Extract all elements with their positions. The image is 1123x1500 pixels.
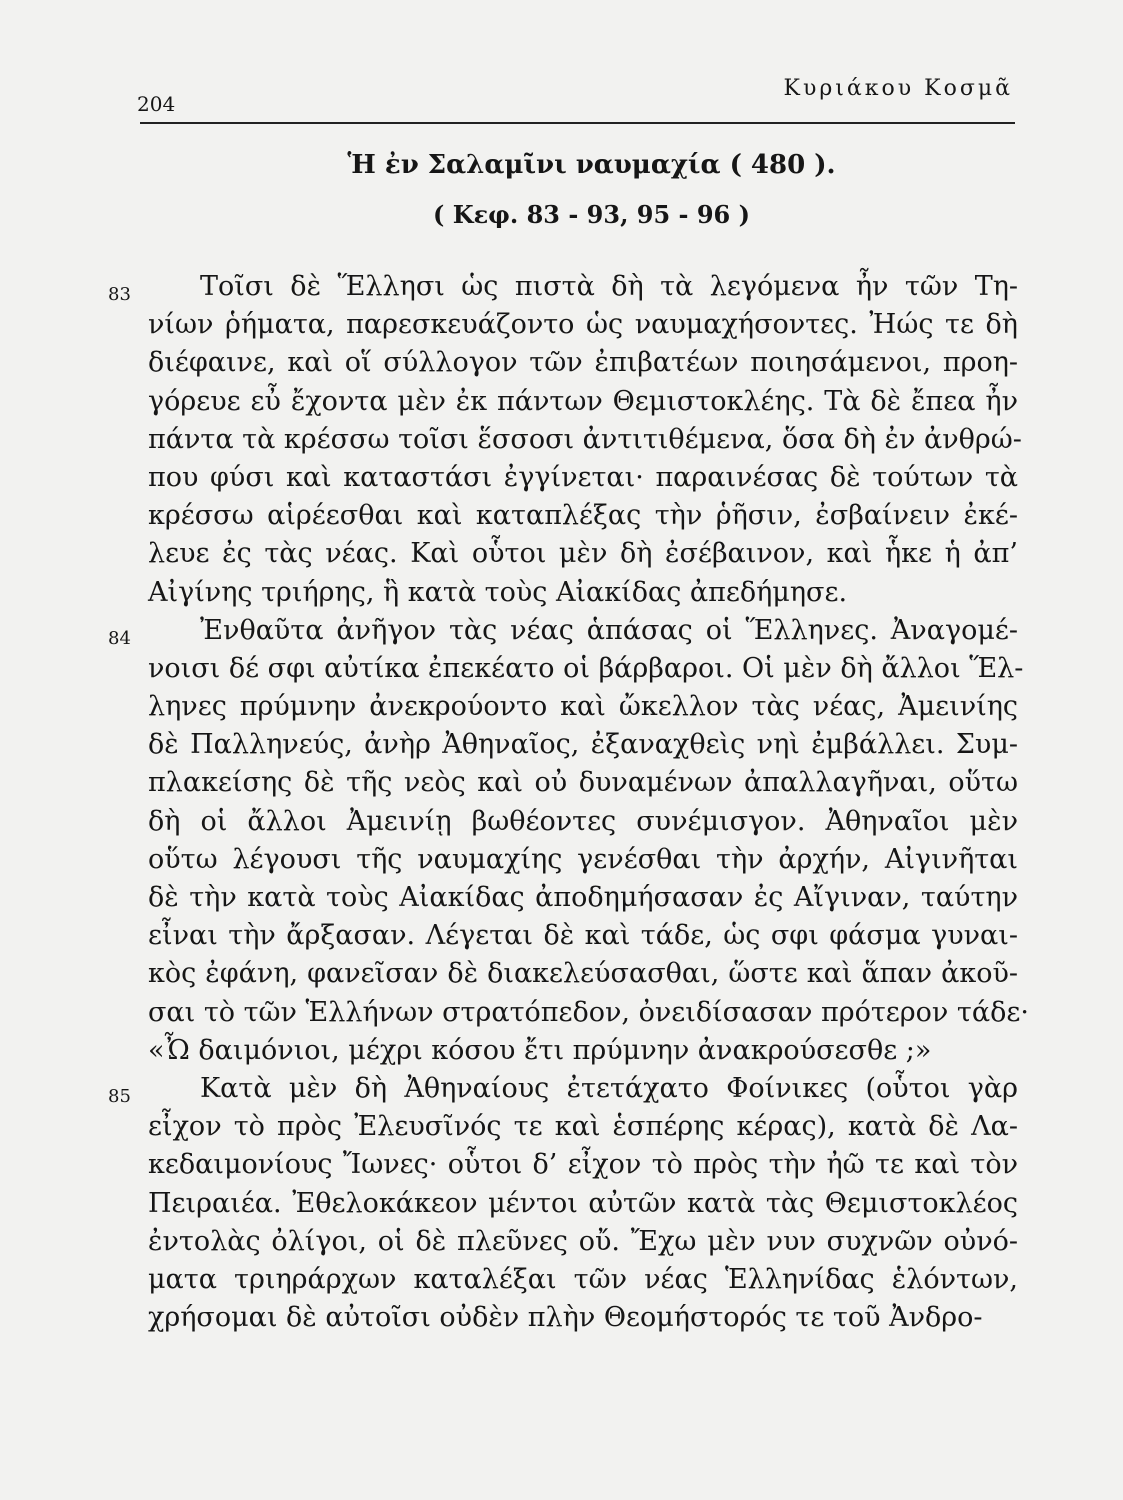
text-line-content: πάντα τὰ κρέσσω τοῖσι ἕσσοσι ἀντιτιθέμενα, ὅσα δὴ ἐν ἀνθρώ-: [148, 423, 1022, 455]
text-line: [148, 917, 1018, 955]
text-line: [148, 1108, 1018, 1146]
text-line-content: «Ὦ δαιμόνιοι, μέχρι κόσου ἔτι πρύμνην ἀνακρούσεσθε ;»: [148, 1034, 932, 1066]
text-line-content: Πειραιέα. Ἐθελοκάκεον μέντοι αὐτῶν κατὰ τὰς Θεμιστοκλέος: [148, 1187, 1018, 1219]
text-line-content: ματα τριηράρχων καταλέξαι τῶν νέας Ἑλληνίδας ἑλόντων,: [148, 1263, 1018, 1295]
text-line: [148, 994, 1029, 1032]
text-line: [148, 535, 1018, 573]
text-line-content: γόρευε εὖ ἔχοντα μὲν ἐκ πάντων Θεμιστοκλέης. Τὰ δὲ ἔπεα ἦν: [148, 385, 1018, 417]
text-line-content: ληνες πρύμνην ἀνεκρούοντο καὶ ὤκελλον τὰς νέας, Ἀμεινίης: [148, 691, 1018, 723]
text-line-content: ἐντολὰς ὀλίγοι, οἱ δὲ πλεῦνες οὔ. Ἔχω μὲν νυν συχνῶν οὐνό-: [148, 1225, 1018, 1257]
text-line-content: οὕτω λέγουσι τῆς ναυμαχίης γενέσθαι τὴν ἀρχήν, Αἰγινῆται: [148, 843, 1018, 875]
text-line: [108, 268, 1018, 306]
page-number: 204: [137, 92, 176, 116]
text-line-content: δὲ τὴν κατὰ τοὺς Αἰακίδας ἀποδημήσασαν ἐς Αἴγιναν, ταύτην: [148, 882, 1018, 913]
text-line-content: σαι τὸ τῶν Ἑλλήνων στρατόπεδον, ὀνειδίσασαν πρότερον τάδε·: [148, 996, 1029, 1028]
chapter-number: 85: [108, 1085, 131, 1107]
text-line-content: εἶχον τὸ πρὸς Ἐλευσῖνός τε καὶ ἑσπέρης κέρας), κατὰ δὲ Λα-: [148, 1111, 1018, 1143]
text-line-content: χρήσομαι δὲ αὐτοῖσι οὐδὲν πλὴν Θεομήστορός τε τοῦ Ἀνδρο-: [148, 1302, 983, 1334]
text-line-content: Ἐνθαῦτα ἀνῆγον τὰς νέας ἁπάσας οἱ Ἕλληνες. Ἀναγομέ-: [200, 614, 1018, 646]
body-text: [108, 268, 1029, 1337]
text-line: [108, 1070, 1018, 1108]
chapter-number: 84: [108, 627, 131, 649]
chapter-number: 83: [108, 284, 131, 305]
text-line-content: δὲ Παλληνεύς, ἀνὴρ Ἀθηναῖος, ἐξαναχθεὶς νηὶ ἐμβάλλει. Συμ-: [148, 729, 1018, 761]
text-line: [148, 1185, 1018, 1223]
text-line-content: κρέσσω αἱρέεσθαι καὶ καταπλέξας τὴν ῥῆσιν, ἐσβαίνειν ἐκέ-: [148, 500, 1018, 532]
text-line: [148, 726, 1018, 764]
text-line: [148, 459, 1018, 497]
text-line: [148, 803, 1018, 841]
text-line-content: Αἰγίνης τριήρης, ἣ κατὰ τοὺς Αἰακίδας ἀπεδήμησε.: [148, 576, 848, 608]
text-line: [148, 764, 1018, 802]
text-line-content: λευε ἐς τὰς νέας. Καὶ οὗτοι μὲν δὴ ἐσέβαινον, καὶ ἧκε ἡ ἀπ’: [148, 538, 1018, 570]
text-line-content: νοισι δέ σφι αὐτίκα ἐπεκέατο οἱ βάρβαροι. Οἱ μὲν δὴ ἄλλοι Ἕλ-: [148, 652, 1024, 684]
text-line-content: Κατὰ μὲν δὴ Ἀθηναίους ἐτετάχατο Φοίνικες (οὗτοι γὰρ: [200, 1072, 1018, 1104]
text-line: [148, 650, 1024, 688]
running-title: Κυριάκου Κοσμᾶ: [783, 76, 1013, 101]
text-line: [148, 497, 1018, 535]
text-line: [148, 879, 1018, 917]
text-line: [148, 306, 1018, 344]
section-subtitle: ( Κεφ. 83 - 93, 95 - 96 ): [433, 200, 750, 229]
text-line: [148, 1299, 1018, 1337]
text-line: [148, 688, 1018, 726]
text-line-content: Τοῖσι δὲ Ἕλλησι ὡς πιστὰ δὴ τὰ λεγόμενα ἦν τῶν Τη-: [200, 271, 1018, 302]
text-line: [148, 574, 1018, 612]
text-line-content: εἶναι τὴν ἄρξασαν. Λέγεται δὲ καὶ τάδε, ὡς σφι φάσμα γυναι-: [148, 920, 1018, 952]
text-line: [148, 1223, 1018, 1261]
text-line: [148, 1261, 1018, 1299]
text-line-content: πλακείσης δὲ τῆς νεὸς καὶ οὐ δυναμένων ἀπαλλαγῆναι, οὕτω: [148, 767, 1018, 799]
text-line-content: που φύσι καὶ καταστάσι ἐγγίνεται· παραινέσας δὲ τούτων τὰ: [148, 461, 1018, 493]
text-line: [148, 955, 1018, 993]
text-line-content: κεδαιμονίους Ἴωνες· οὗτοι δ’ εἶχον τὸ πρὸς τὴν ἠῶ τε καὶ τὸν: [148, 1149, 1018, 1181]
text-line: [108, 612, 1018, 650]
text-line-content: διέφαινε, καὶ οἵ σύλλογον τῶν ἐπιβατέων ποιησάμενοι, προη-: [148, 347, 1018, 379]
text-line: [148, 383, 1018, 421]
text-line: [148, 841, 1018, 879]
text-line: [148, 1146, 1018, 1184]
text-line: [148, 344, 1018, 382]
text-line-content: δὴ οἱ ἄλλοι Ἀμεινίῃ βωθέοντες συνέμισγον. Ἀθηναῖοι μὲν: [148, 805, 1018, 837]
text-line-content: κὸς ἐφάνη, φανεῖσαν δὲ διακελεύσασθαι, ὥστε καὶ ἅπαν ἀκοῦ-: [148, 958, 1018, 990]
section-title: Ἡ ἐν Σαλαμῖνι ναυμαχία ( 480 ).: [347, 150, 836, 180]
text-line: [148, 1032, 1018, 1070]
header-rule: [140, 122, 1015, 124]
text-line: [148, 421, 1022, 459]
text-line-content: νίων ῥήματα, παρεσκευάζοντο ὡς ναυμαχήσοντες. Ἠώς τε δὴ: [148, 309, 1018, 341]
